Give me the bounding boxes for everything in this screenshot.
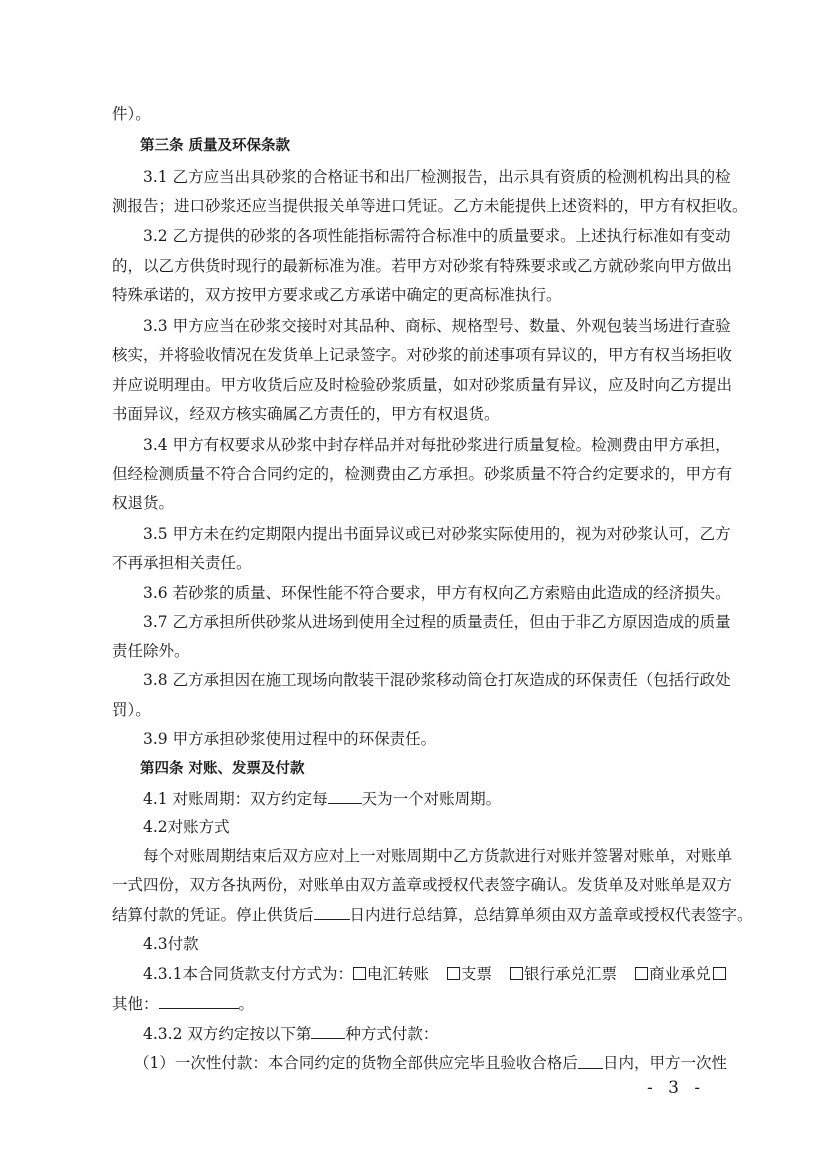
text-line: 核实，并将验收情况在发货单上记录签字。对砂浆的前述事项有异议的，甲方有权当场拒收 (112, 346, 733, 364)
text-line: 4.3.2 双方约定按以下第 种方式付款： (143, 1025, 439, 1043)
payment-option: 电汇转账 (353, 964, 429, 984)
text-line: 书面异议，经双方核实确属乙方责任的，甲方有权退货。 (112, 405, 500, 423)
text-line: 并应说明理由。甲方收货后应及时检验砂浆质量，如对砂浆质量有异议，应及时向乙方提出 (112, 376, 733, 394)
text-line: 权退货。 (112, 494, 175, 512)
fill-blank[interactable] (328, 788, 362, 804)
text-line: 3.9 甲方承担砂浆使用过程中的环保责任。 (143, 730, 437, 748)
page-number: - 3 - (647, 1078, 706, 1098)
text-line: 其他： 。 (112, 995, 255, 1013)
text-line: 3.1 乙方应当出具砂浆的合格证书和出厂检测报告，出示具有资质的检测机构出具的检 (143, 168, 731, 186)
fill-blank[interactable] (311, 1023, 345, 1039)
checkbox[interactable] (713, 967, 726, 980)
section-heading-3: 第三条 质量及环保条款 (140, 138, 291, 154)
text-line: 3.3 甲方应当在砂浆交接时对其品种、商标、规格型号、数量、外观包装当场进行查验 (143, 317, 731, 335)
text-line: 不再承担相关责任。 (112, 554, 252, 572)
text-line: 每个对账周期结束后双方应对上一对账周期中乙方货款进行对账并签署对账单，对账单 (143, 847, 733, 865)
text-line: （1）一次性付款：本合同约定的货物全部供应完毕且验收合格后 日内，甲方一次性 (134, 1054, 727, 1072)
payment-method-line: 4.3.1本合同货款支付方式为： 电汇转账 支票 银行承兑汇票 商业承兑 (143, 964, 727, 984)
text-line: 3.7 乙方承担所供砂浆从进场到使用全过程的质量责任，但由于非乙方原因造成的质量 (143, 613, 731, 631)
text-line: 4.3付款 (143, 935, 199, 953)
payment-option: 银行承兑汇票 (510, 964, 617, 984)
payment-option (713, 964, 727, 984)
text-line: 3.2 乙方提供的砂浆的各项性能指标需符合标准中的质量要求。上述执行标准如有变动 (143, 227, 731, 245)
payment-option: 商业承兑 (635, 964, 711, 984)
checkbox[interactable] (510, 967, 523, 980)
text-line: 3.8 乙方承担因在施工现场向散装干混砂浆移动筒仓打灰造成的环保责任（包括行政处 (143, 671, 731, 689)
text-line: 3.5 甲方未在约定期限内提出书面异议或已对砂浆实际使用的，视为对砂浆认可，乙方 (143, 525, 731, 543)
section-heading-4: 第四条 对账、发票及付款 (140, 761, 305, 777)
fill-blank[interactable] (314, 904, 350, 920)
checkbox[interactable] (353, 967, 366, 980)
text-line: 特殊承诺的，双方按甲方要求或乙方承诺中确定的更高标准执行。 (112, 286, 562, 304)
text-line: 测报告；进口砂浆还应当提供报关单等进口凭证。乙方未能提供上述资料的，甲方有权拒收。 (112, 197, 748, 215)
text-line: 一式四份，双方各执两份，对账单由双方盖章或授权代表签字确认。发货单及对账单是双方 (112, 876, 733, 894)
text-line: 4.2对账方式 (143, 818, 230, 836)
text-line: 件）。 (112, 105, 151, 123)
checkbox[interactable] (635, 967, 648, 980)
payment-option: 支票 (447, 964, 492, 984)
checkbox[interactable] (447, 967, 460, 980)
text-line: 的，以乙方供货时现行的最新标准为准。若甲方对砂浆有特殊要求或乙方就砂浆向甲方做出 (112, 257, 733, 275)
text-line: 罚）。 (112, 701, 151, 719)
text-line: 责任除外。 (112, 642, 190, 660)
fill-blank[interactable] (159, 993, 239, 1009)
text-line: 4.1 对账周期：双方约定每 天为一个对账周期。 (143, 790, 502, 808)
text-line: 但经检测质量不符合合同约定的，检测费由乙方承担。砂浆质量不符合约定要求的，甲方有 (112, 465, 733, 483)
text-line: 3.4 甲方有权要求从砂浆中封存样品并对每批砂浆进行质量复检。检测费由甲方承担， (143, 436, 731, 454)
fill-blank[interactable] (578, 1053, 603, 1069)
text-line: 结算付款的凭证。停止供货后 日内进行总结算，总结算单须由双方盖章或授权代表签字。 (112, 906, 753, 924)
text-line: 3.6 若砂浆的质量、环保性能不符合要求，甲方有权向乙方索赔由此造成的经济损失。 (143, 584, 731, 602)
